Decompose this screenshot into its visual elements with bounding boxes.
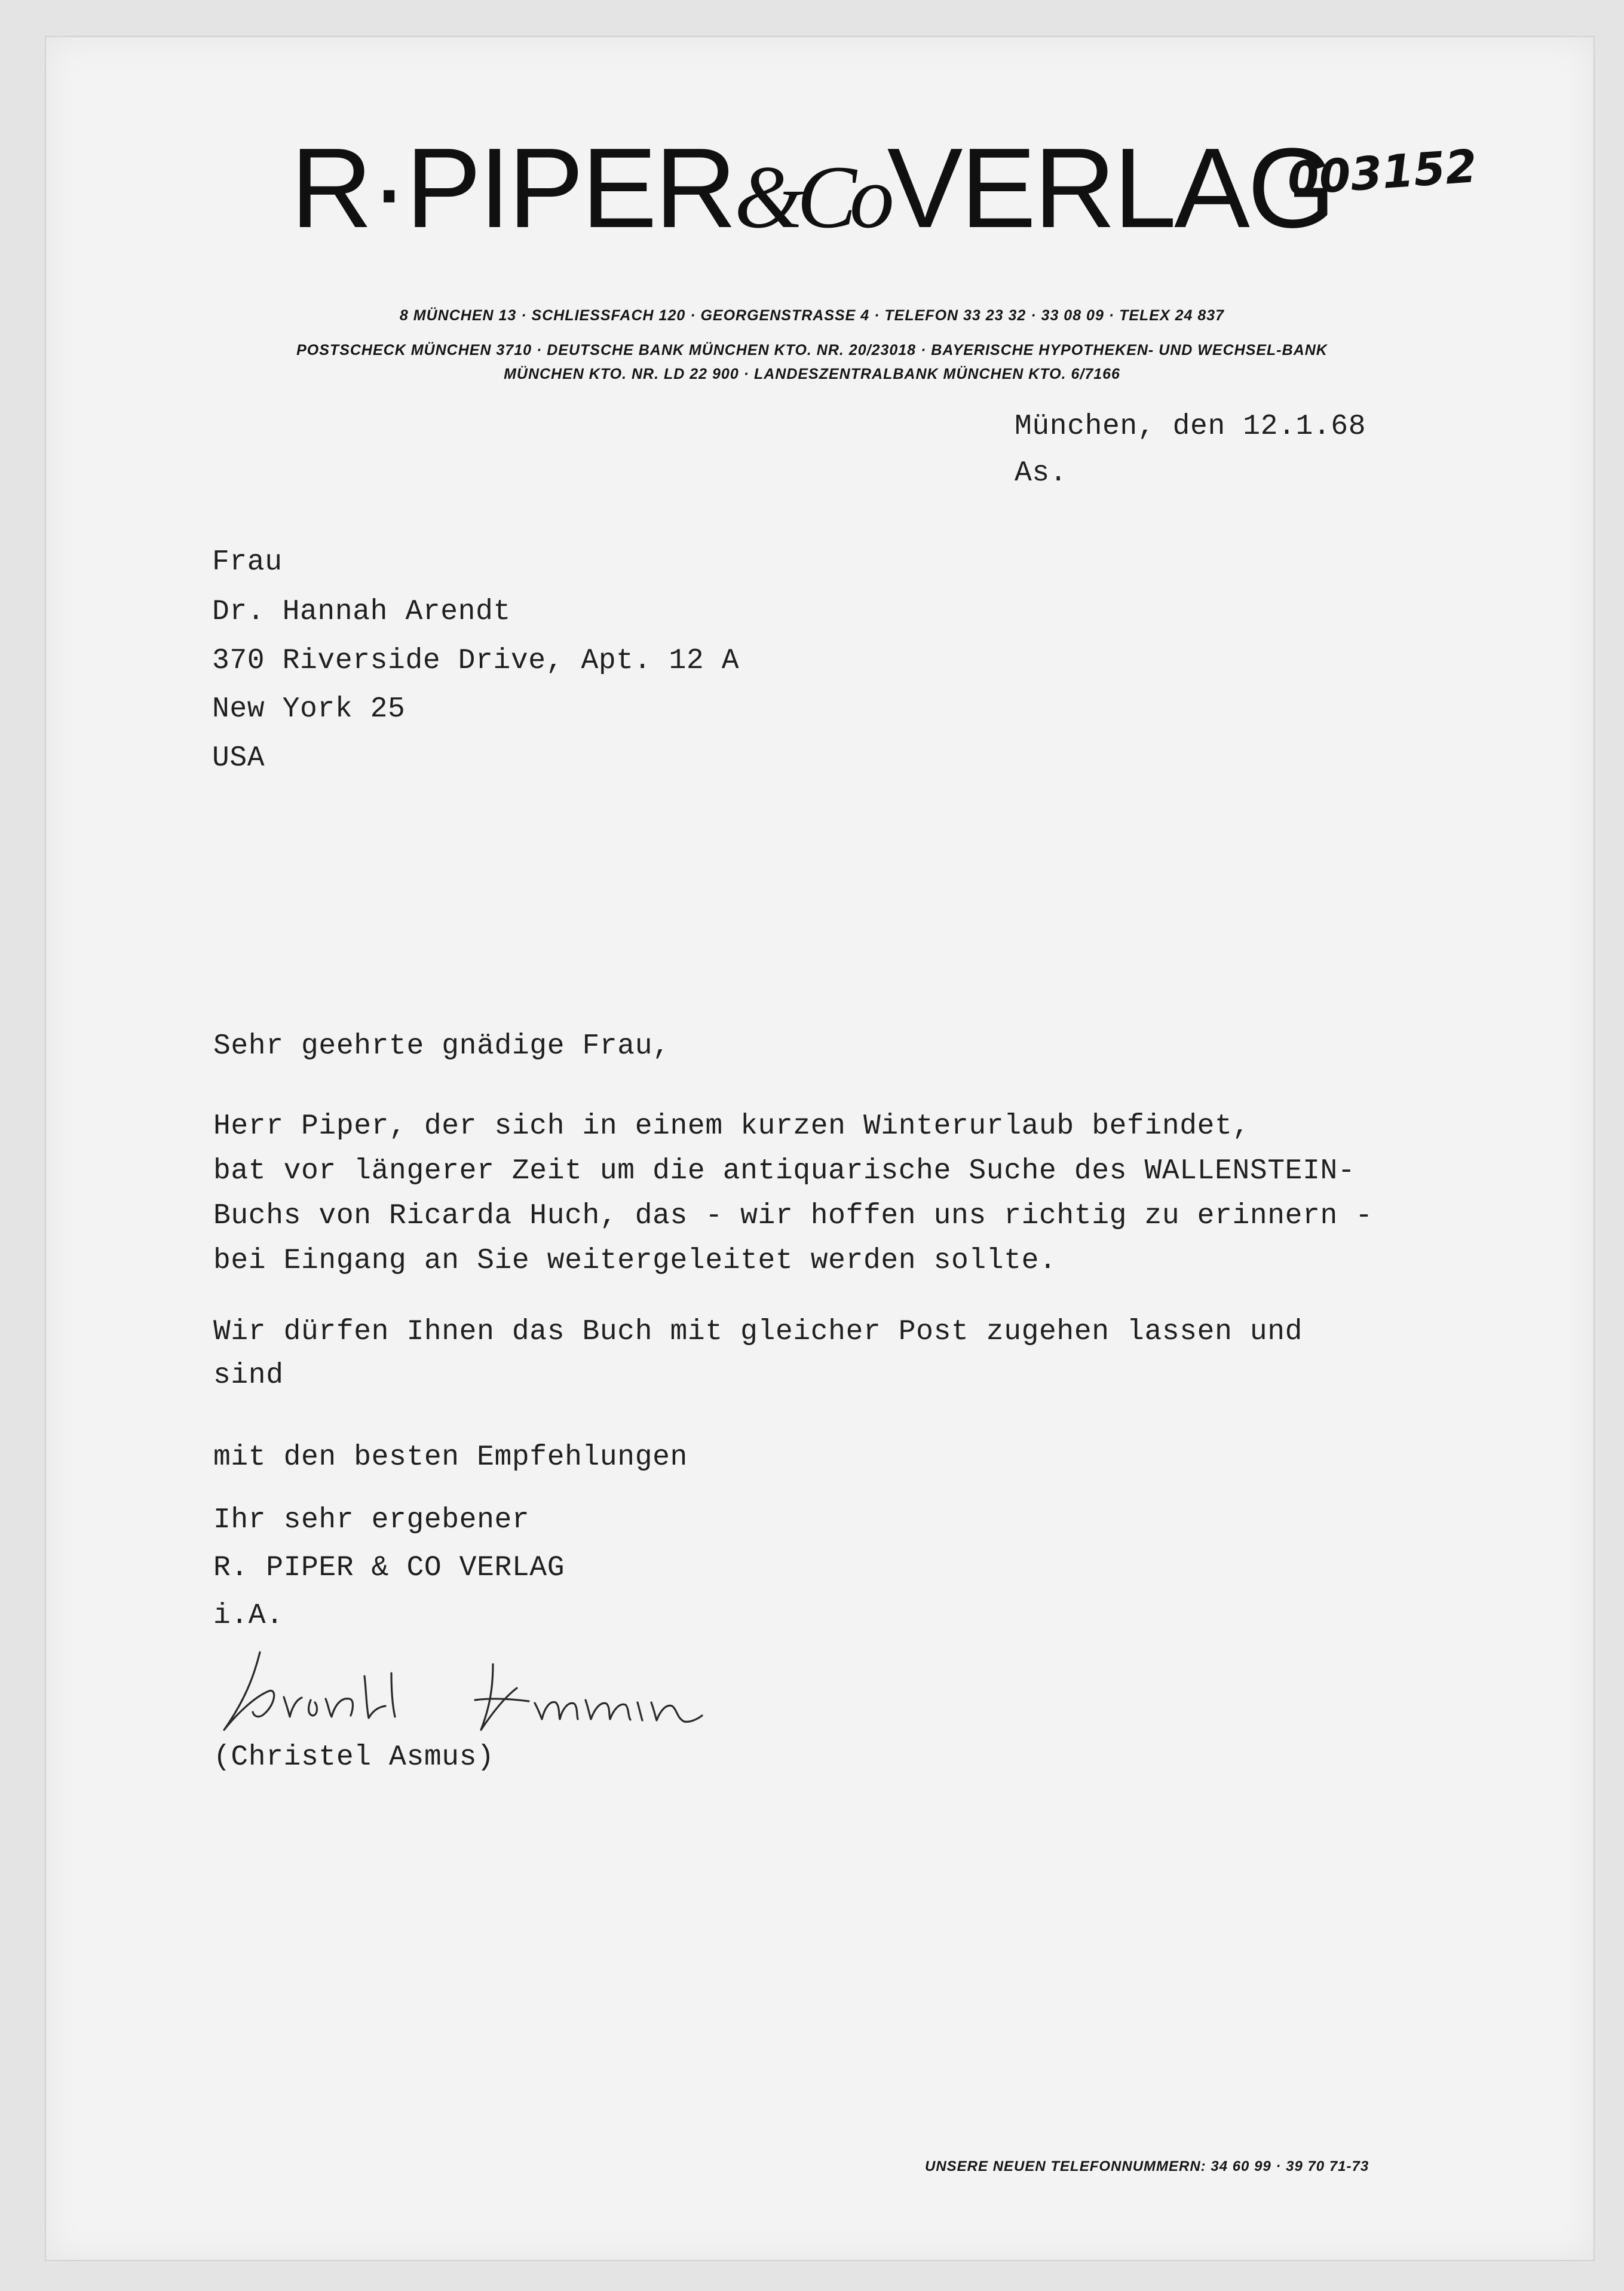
closing-yours: Ihr sehr ergebener (213, 1504, 530, 1536)
letterhead-address-line-3: MÜNCHEN KTO. NR. LD 22 900 · LANDESZENTRALBANK MÜNCHEN KTO. 6/7166 (504, 366, 1120, 382)
letterhead-address-line-1: 8 MÜNCHEN 13 · SCHLIESSFACH 120 · GEORGENSTRASSE 4 · TELEFON 33 23 32 · 33 08 09 · TELEX 24 837 (399, 307, 1225, 324)
body-line: Herr Piper, der sich in einem kurzen Winterurlaub befindet, (213, 1110, 1250, 1143)
recipient-city: New York 25 (212, 693, 406, 725)
recipient-title: Frau (212, 546, 283, 578)
publisher-name-part2: VERLAG (887, 125, 1334, 252)
signatory-name: (Christel Asmus) (213, 1741, 495, 1774)
footer-phone-note: UNSERE NEUEN TELEFONNUMMERN: 34 60 99 · 39 70 71-73 (925, 2158, 1369, 2174)
date-line: München, den 12.1.68 (1015, 411, 1366, 443)
publisher-name-ampersand: &Co (734, 148, 887, 247)
body-line: bat vor längerer Zeit um die antiquarische Suche des WALLENSTEIN- (213, 1155, 1356, 1187)
recipient-name: Dr. Hannah Arendt (212, 596, 511, 628)
handwritten-signature (212, 1640, 708, 1745)
reference-initials: As. (1015, 457, 1068, 489)
body-line: sind (213, 1359, 284, 1392)
greeting: Sehr geehrte gnädige Frau, (213, 1030, 670, 1062)
closing-on-behalf: i.A. (213, 1600, 284, 1632)
body-line: Buchs von Ricarda Huch, das - wir hoffen uns richtig zu erinnern - (213, 1200, 1373, 1232)
letterhead-address-line-2: POSTSCHECK MÜNCHEN 3710 · DEUTSCHE BANK MÜNCHEN KTO. NR. 20/23018 · BAYERISCHE HYPOTHEKEN- UND WECHSEL-BANK (296, 342, 1328, 359)
recipient-country: USA (212, 742, 265, 774)
archive-number: 003152 (1285, 139, 1479, 206)
closing-company: R. PIPER & CO VERLAG (213, 1552, 565, 1584)
body-line: Wir dürfen Ihnen das Buch mit gleicher Post zugehen lassen und (213, 1316, 1303, 1348)
body-line: bei Eingang an Sie weitergeleitet werden sollte. (213, 1245, 1057, 1277)
publisher-name-part1: R·PIPER (290, 125, 735, 252)
recipient-street: 370 Riverside Drive, Apt. 12 A (212, 645, 740, 677)
closing-regards: mit den besten Empfehlungen (213, 1441, 688, 1474)
